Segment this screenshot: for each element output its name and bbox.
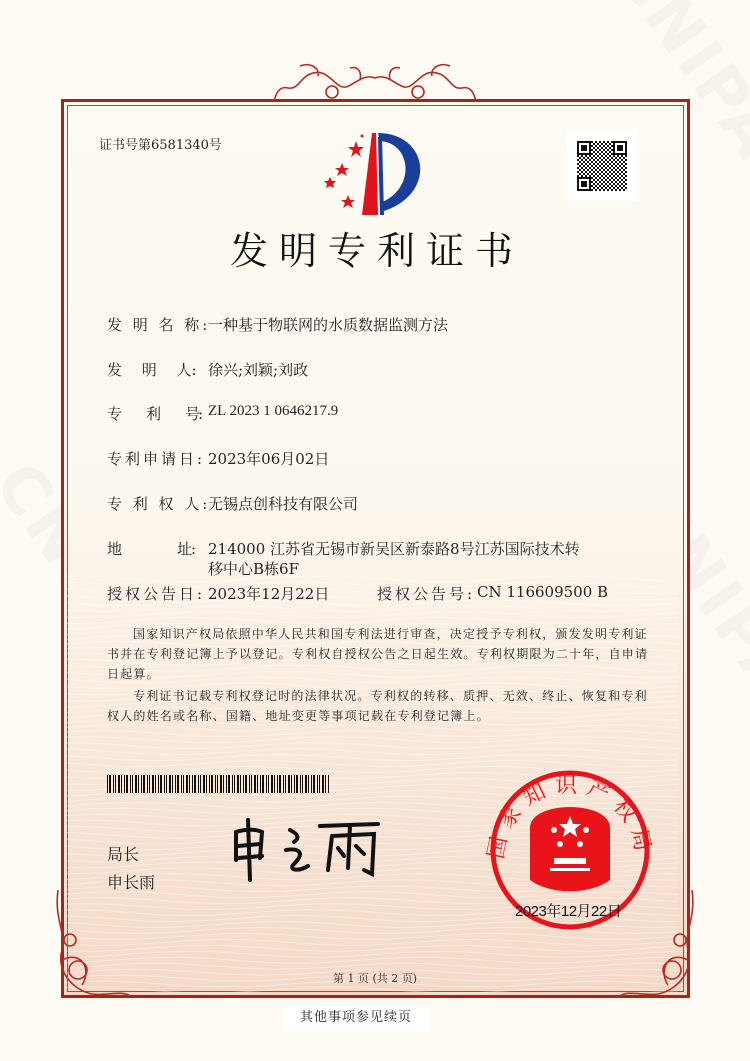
svg-text:国家知识产权局: 国家知识产权局 — [483, 773, 657, 862]
patentee-value: 无锡点创科技有限公司 — [208, 495, 359, 513]
cnipa-logo-icon — [318, 133, 434, 219]
barcode — [107, 775, 331, 793]
page-title: 发明专利证书 — [230, 229, 525, 273]
continuation-note-text: 其他事项参见续页 — [299, 1010, 412, 1025]
application-date-label: 专利申请日: — [107, 450, 206, 468]
invention-name-value: 一种基于物联网的水质数据监测方法 — [208, 316, 449, 334]
handwritten-signature — [228, 818, 388, 882]
signatory-name: 申长雨 — [107, 873, 156, 892]
seal-date: 2023年12月22日 — [515, 903, 622, 920]
address-label: 地 址: — [107, 540, 196, 558]
grant-date-value: 2023年12月22日 — [208, 585, 330, 603]
invention-name-label: 发 明 名 称: — [107, 316, 211, 334]
grant-number-value: CN 116609500 B — [477, 583, 609, 601]
certificate-number: 证书号第6581340号 — [99, 138, 222, 153]
inventors-value: 徐兴;刘颖;刘政 — [208, 361, 309, 379]
statement-paragraph: 专利证书记载专利权登记时的法律状况。专利权的转移、质押、无效、终止、恢复和专利权人的姓名或名称、国籍、地址变更等事项记载在专利登记簿上。 — [107, 689, 648, 723]
address-value-line1: 214000 江苏省无锡市新吴区新泰路8号江苏国际技术转 — [208, 540, 580, 558]
patent-number-label: 专 利 号: — [107, 405, 202, 423]
qr-code-icon — [567, 131, 637, 201]
signatory-title: 局长 — [107, 845, 140, 864]
address-value-line2: 移中心B栋6F — [208, 560, 299, 578]
grant-date-label: 授权公告日: — [107, 585, 206, 603]
inventors-label: 发 明 人: — [107, 361, 197, 379]
patent-number-value: ZL 2023 1 0646217.9 — [208, 403, 339, 419]
continuation-note — [283, 1005, 429, 1031]
patentee-label: 专 利 权 人: — [107, 495, 211, 513]
page-indicator: 第 1 页 (共 2 页) — [332, 972, 418, 985]
qr-code[interactable] — [567, 131, 637, 201]
grant-number-label: 授权公告号: — [377, 585, 476, 603]
top-ornament-icon — [270, 62, 480, 108]
application-date-value: 2023年06月02日 — [208, 450, 330, 468]
statement-paragraph: 国家知识产权局依照中华人民共和国专利法进行审查，决定授予专利权，颁发发明专利证书并在专利登记簿上予以登记。专利权自授权公告之日起生效。专利权期限为二十年，自申请日起算。 — [107, 627, 649, 681]
